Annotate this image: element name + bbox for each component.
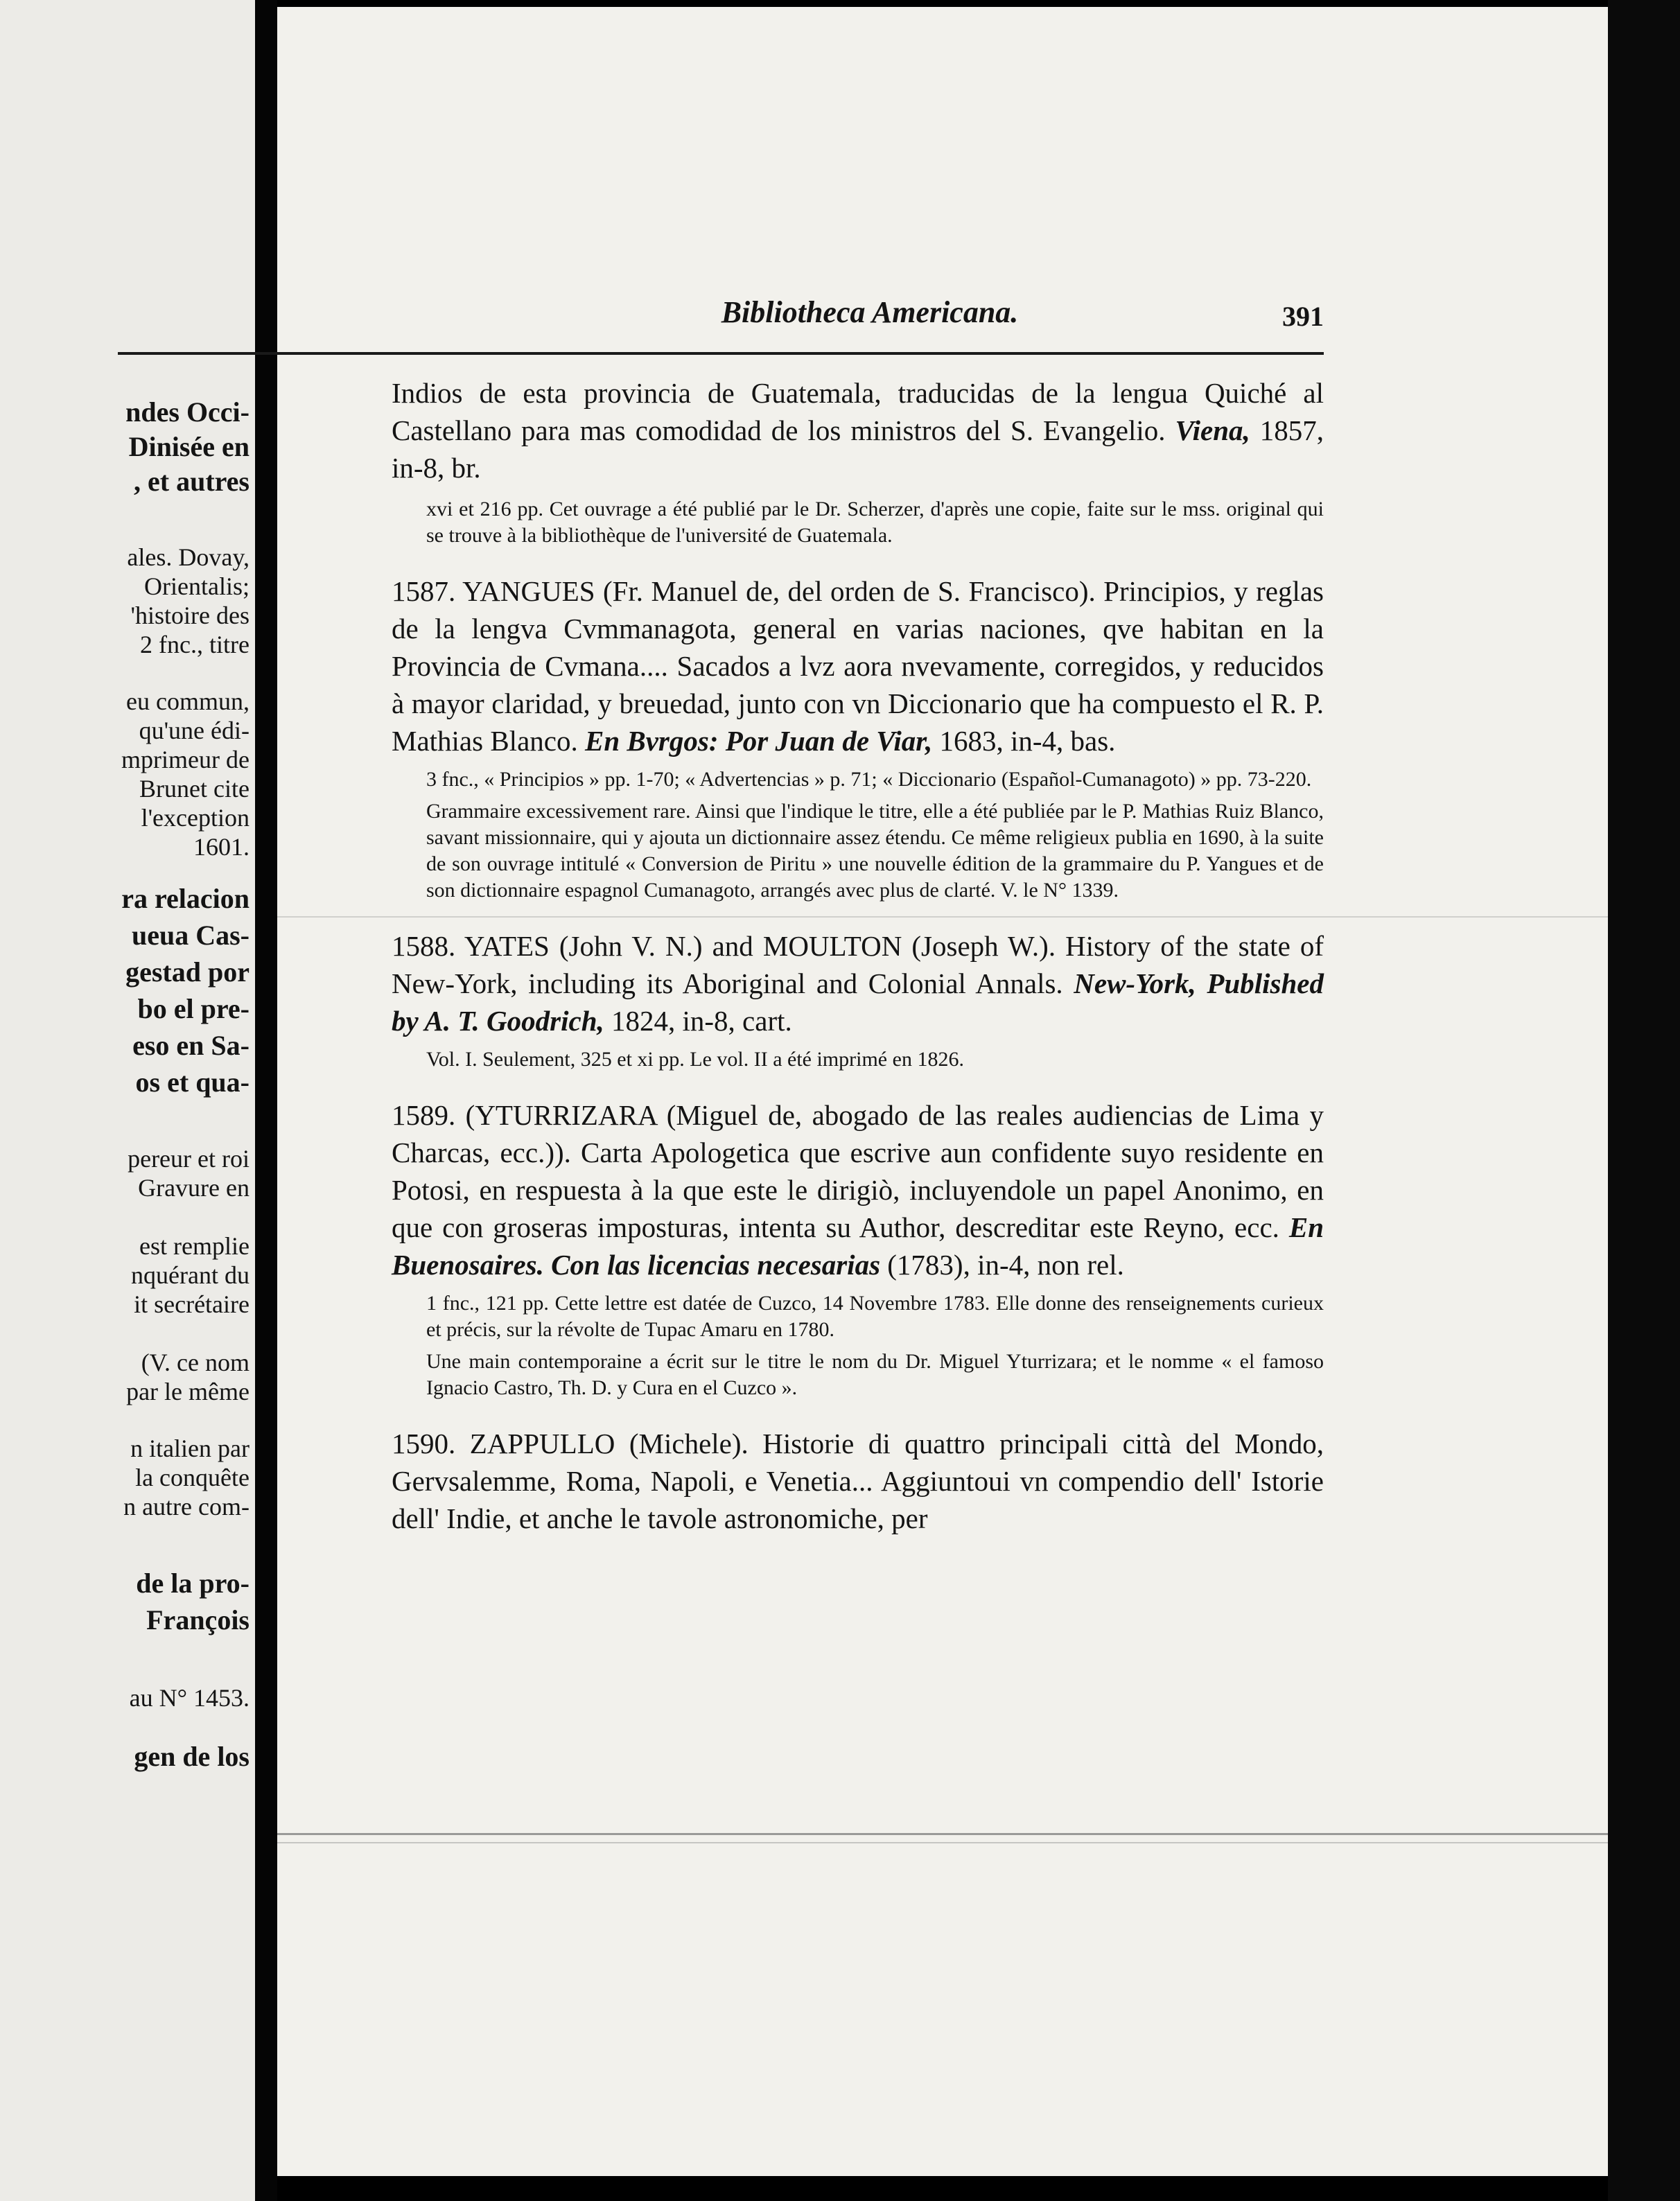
- catalog-entry: [392, 572, 1324, 904]
- entry-number: 1587.: [392, 575, 456, 607]
- entry-text: YANGUES (Fr. Manuel de, del orden de S. Francisco). Principios, y reglas de la lengva Cvmmanagota, general en varias naciones, qve habitan en la Provincia de Cvmana.... Sacados a lvz aora nvevamente, corregidos, y reducidos à mayor claridad, y breuedad, junto con vn Diccionario que ha compuesto el R. P. Mathias Blanco.: [392, 575, 1324, 757]
- left-page-line: gestad por: [125, 956, 250, 988]
- continuation-text: Indios de esta provincia de Guatemala, traducidas de la lengua Quiché al Castellano para mas comodidad de los ministros del S. Evangelio.: [392, 377, 1324, 446]
- left-page-line: ra relacion: [121, 883, 250, 914]
- bottom-rule-secondary: [277, 1842, 1608, 1843]
- left-page-line: l'exception: [141, 804, 250, 832]
- left-page-line: la conquête: [135, 1464, 250, 1491]
- left-page-line: 2 fnc., titre: [140, 631, 250, 658]
- left-page-line: Brunet cite: [139, 775, 250, 803]
- left-page-line: est remplie: [139, 1232, 250, 1260]
- left-page-line: Dinisée en: [128, 431, 250, 462]
- entry-tail: 1824, in-8, cart.: [611, 1005, 792, 1037]
- entry-text: ZAPPULLO (Michele). Historie di quattro principali città del Mondo, Gervsalemme, Roma, Napoli, e Venetia... Aggiuntoui vn compendio dell' Istorie dell' Indie, et anche le tavole astronomiche, per: [392, 1428, 1324, 1534]
- catalog-entry: [392, 1096, 1324, 1401]
- entry-number: 1590.: [392, 1428, 456, 1459]
- book-gutter-left: [255, 0, 277, 2201]
- left-page-line: bo el pre-: [137, 993, 250, 1024]
- continuation-note: xvi et 216 pp. Cet ouvrage a été publié par le Dr. Scherzer, d'après une copie, faite sur le mss. original qui se trouve à la bibliothèque de l'université de Guatemala.: [426, 498, 1324, 547]
- entry-tail: (1783), in-4, non rel.: [887, 1249, 1124, 1281]
- entry-imprint: En Bvrgos: Por Juan de Viar,: [584, 725, 933, 757]
- left-page-line: qu'une édi-: [139, 717, 250, 744]
- left-page-line: it secrétaire: [134, 1290, 250, 1318]
- left-page-line: 'histoire des: [130, 602, 250, 629]
- catalog-entry: [392, 1425, 1324, 1537]
- left-page-line: n autre com-: [123, 1493, 250, 1520]
- left-page-line: , et autres: [134, 466, 250, 497]
- running-title: Bibliotheca Americana.: [721, 295, 1019, 329]
- left-page-line: Gravure en: [138, 1174, 250, 1202]
- left-page-line: au N° 1453.: [129, 1684, 250, 1712]
- entry-imprint: En Buenosaires. Con las licencias necesarias: [392, 1211, 1324, 1281]
- entry-number: 1588.: [392, 930, 456, 962]
- entry-text: YATES (John V. N.) and MOULTON (Joseph W.). History of the state of New-York, including its Aboriginal and Colonial Annals.: [392, 930, 1324, 999]
- left-page-line: eso en Sa-: [132, 1030, 250, 1061]
- left-page-line: eu commun,: [126, 687, 250, 715]
- entry-paragraph: [392, 1425, 1324, 1537]
- running-header: [416, 295, 1324, 343]
- left-page-line: ndes Occi-: [125, 396, 250, 428]
- left-page: [0, 0, 255, 2201]
- left-page-line: pereur et roi: [128, 1145, 250, 1173]
- entry-tail: 1683, in-4, bas.: [939, 725, 1116, 757]
- entry-paragraph: [392, 1096, 1324, 1283]
- left-page-line: os et qua-: [135, 1067, 250, 1098]
- left-page-line: nquérant du: [131, 1261, 250, 1289]
- catalog-entry: [392, 927, 1324, 1073]
- left-page-line: gen de los: [134, 1741, 250, 1772]
- bottom-rule: [277, 1833, 1608, 1835]
- page-number: 391: [1282, 301, 1324, 332]
- left-page-line: (V. ce nom: [141, 1349, 250, 1376]
- continuation-tail: 1857, in-8, br.: [392, 414, 1324, 484]
- entry-imprint: New-York, Published by A. T. Goodrich,: [392, 967, 1324, 1037]
- header-rule: [118, 352, 1324, 355]
- page-body: [392, 374, 1324, 1537]
- entry-paragraph: [392, 927, 1324, 1040]
- left-page-line: n italien par: [130, 1435, 250, 1462]
- left-page-line: ueua Cas-: [131, 920, 250, 951]
- left-page-line: de la pro-: [136, 1568, 250, 1599]
- left-page-line: ales. Dovay,: [127, 543, 250, 571]
- entry-note: 3 fnc., « Principios » pp. 1-70; « Advertencias » p. 71; « Diccionario (Español-Cumanagoto) » pp. 73-220.: [426, 768, 1312, 791]
- entry-note: Grammaire excessivement rare. Ainsi que l'indique le titre, elle a été publiée par le P. Mathias Ruiz Blanco, savant missionnaire, qui y ajouta un dictionnaire assez étendu. Ce même religieux publia en 1690, à la suite de son ouvrage intitulé « Conversion de Piritu » une nouvelle édition de la grammaire du P. Yangues et de son dictionnaire espagnol Cumanagoto, arrangés avec plus de clarté. V. le N° 1339.: [426, 800, 1324, 902]
- entry-note: Vol. I. Seulement, 325 et xi pp. Le vol. II a été imprimé en 1826.: [426, 1048, 964, 1071]
- left-page-line: par le même: [126, 1378, 250, 1405]
- continuation-imprint: Viena,: [1175, 414, 1250, 446]
- entry-number: 1589.: [392, 1099, 456, 1131]
- entry-text: (YTURRIZARA (Miguel de, abogado de las reales audiencias de Lima y Charcas, ecc.)). Carta Apologetica que escrive aun confidente suyo residente en Potosi, en respuesta à la que este le dirigiò, incluyendole un papel Anonimo, en que con groseras imposturas, intenta su Author, descreditar este Reyno, ecc.: [392, 1099, 1324, 1243]
- continuation-paragraph: [392, 374, 1324, 486]
- left-page-line: François: [146, 1604, 250, 1636]
- left-page-line: Orientalis;: [144, 572, 250, 600]
- book-edge-right: [1608, 0, 1680, 2201]
- entry-note: 1 fnc., 121 pp. Cette lettre est datée de Cuzco, 14 Novembre 1783. Elle donne des renseignements curieux et précis, sur la révolte de Tupac Amaru en 1780.: [426, 1292, 1324, 1341]
- entry-paragraph: [392, 572, 1324, 760]
- entry-list: [392, 572, 1324, 1537]
- left-page-line: 1601.: [193, 833, 250, 861]
- left-page-line: mprimeur de: [121, 746, 250, 773]
- entry-note: Une main contemporaine a écrit sur le titre le nom du Dr. Miguel Yturrizara; et le nomme « el famoso Ignacio Castro, Th. D. y Cura en el Cuzco ».: [426, 1350, 1324, 1399]
